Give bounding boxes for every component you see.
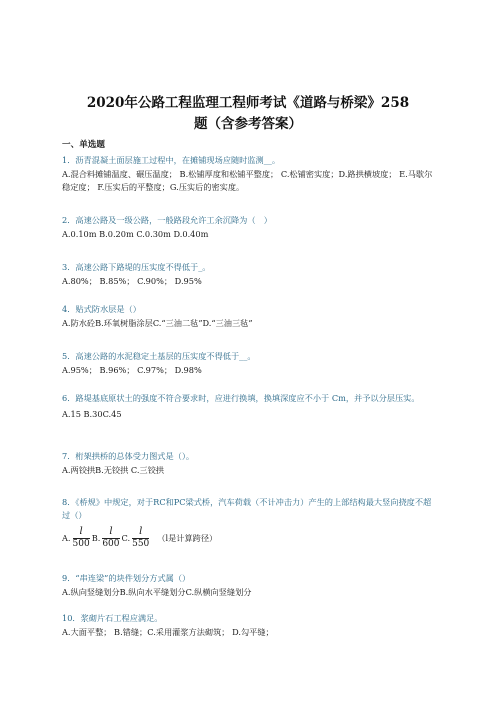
question-text: 4．贴式防水层是（） (62, 304, 141, 314)
fraction-denominator: 500 (72, 539, 90, 550)
section-heading: 一、单选题 (62, 140, 105, 150)
question-options: A.纵向竖缝划分B.纵向水平缝划分C.纵横向竖缝划分 (62, 587, 252, 598)
fraction-numerator: l (139, 526, 143, 538)
option-b-label: B. (91, 533, 101, 544)
question-4 (62, 304, 434, 329)
question-options: A.95%； B.96%； C.97%； D.98% (62, 365, 202, 376)
question-6 (62, 392, 434, 419)
question-options: A.混合料摊铺温度、碾压温度； B.松铺厚度和松铺平整度； C.松铺密实度；D.路拱横坡度； E.马歇尔稳定度； F.压实后的平整度；G.压实后的密实度。 (62, 169, 433, 192)
fraction-b (102, 527, 119, 549)
question-text: 6．路堤基底原状土的强度不符合要求时，应进行换填，换填深度应不小于 Cm，并予以分层压实。 (62, 393, 420, 403)
question-options: A.80%； B.85%； C.90%； D.95% (62, 276, 202, 287)
question-5 (62, 351, 434, 376)
question-3 (62, 262, 434, 287)
question-10 (62, 613, 434, 638)
question-9 (62, 573, 434, 598)
fraction-note: （l是计算跨径） (157, 533, 218, 544)
question-options: A.0.10m B.0.20m C.0.30m D.0.40m (62, 229, 209, 240)
question-options: A.两铰拱B.无铰拱 C.三铰拱 (62, 465, 164, 476)
question-text: 10．浆砌片石工程应满足。 (62, 613, 163, 623)
question-8 (62, 496, 434, 549)
fraction-options (62, 527, 434, 549)
fraction-a (73, 527, 90, 549)
question-7 (62, 451, 434, 476)
fraction-numerator: l (79, 526, 83, 538)
title-line-1: 2020年公路工程监理工程师考试《道路与桥梁》258 (86, 95, 410, 111)
document-title (60, 93, 436, 135)
fraction-numerator: l (109, 526, 113, 538)
fraction-denominator: 600 (102, 539, 120, 550)
question-text: 7．桁架拱桥的总体受力图式是（）。 (62, 451, 195, 461)
question-options: A.防水砼B.环氧树脂涂层C.“三油二毡”D.“三油三毡” (62, 318, 253, 329)
question-text: 8．《桥规》中规定，对于RC和PC梁式桥，汽车荷载（不计冲击力）产生的上部结构最大竖向挠度不超过（） (62, 497, 432, 520)
option-c-label: C. (121, 533, 131, 544)
question-options: A.大面平整； B.错缝；C.采用灌浆方法砌筑； D.勾平缝； (62, 627, 274, 638)
question-text: 5．高速公路的水泥稳定土基层的压实度不得低于__。 (62, 351, 256, 361)
question-text: 3．高速公路下路堤的压实度不得低于_。 (62, 262, 211, 272)
question-options: A.15 B.30C.45 (62, 408, 122, 419)
fraction-c (132, 527, 149, 549)
question-text: 9．“串连梁”的块件划分方式属（） (62, 573, 191, 583)
question-text: 2．高速公路及一级公路，一般路段允许工余沉降为（ ） (62, 215, 272, 225)
option-a-label: A. (62, 533, 71, 544)
question-2 (62, 215, 434, 240)
title-line-2: 题（含参考答案） (194, 115, 302, 132)
question-1 (62, 155, 434, 194)
fraction-denominator: 550 (132, 539, 150, 550)
question-text: 1．沥青混凝土面层施工过程中，在摊铺现场应随时监测__。 (62, 155, 281, 165)
